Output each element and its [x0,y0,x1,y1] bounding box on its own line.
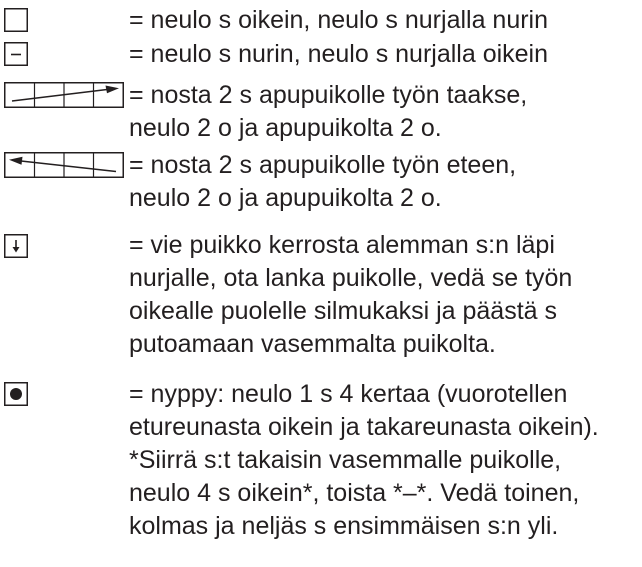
legend-text-purl [129,38,548,71]
legend-line: etureunasta oikein ja takareunasta oikein). [129,413,599,441]
legend-line: neulo 4 s oikein*, toista *–*. Vedä toinen, [129,479,580,507]
purl-dash-square-icon [4,42,28,66]
legend-line: = nyppy: neulo 1 s 4 kertaa (vuorotellen [129,380,568,408]
legend-line: neulo 2 o ja apupuikolta 2 o. [129,114,442,142]
legend-line: = neulo s oikein, neulo s nurjalla nurin [129,6,549,34]
legend-text-cable-front [129,149,516,215]
legend-line: = nosta 2 s apupuikolle työn eteen, [129,151,517,179]
knit-square-icon [4,8,28,32]
down-arrow-square-icon [4,234,28,258]
legend-text-drop-stitch [129,229,572,361]
cable-left-arrow-icon [4,152,124,178]
cable-right-arrow-icon [4,82,124,108]
legend-line: oikealle puolelle silmukaksi ja päästä s [129,297,558,325]
bobble-dot-square-icon [4,382,28,406]
legend-text-knit [129,4,548,37]
legend-line: kolmas ja neljäs s ensimmäisen s:n yli. [129,512,559,540]
legend-line: *Siirrä s:t takaisin vasemmalle puikolle, [129,446,562,474]
legend-line: nurjalle, ota lanka puikolle, vedä se työn [129,264,573,292]
legend-line: = vie puikko kerrosta alemman s:n läpi [129,231,555,259]
legend-line: putoamaan vasemmalta puikolta. [129,330,496,358]
legend-line: = nosta 2 s apupuikolle työn taakse, [129,81,528,109]
legend-line: neulo 2 o ja apupuikolta 2 o. [129,184,442,212]
legend-text-bobble [129,378,599,543]
legend-line: = neulo s nurin, neulo s nurjalla oikein [129,40,549,68]
legend-text-cable-back [129,79,527,145]
